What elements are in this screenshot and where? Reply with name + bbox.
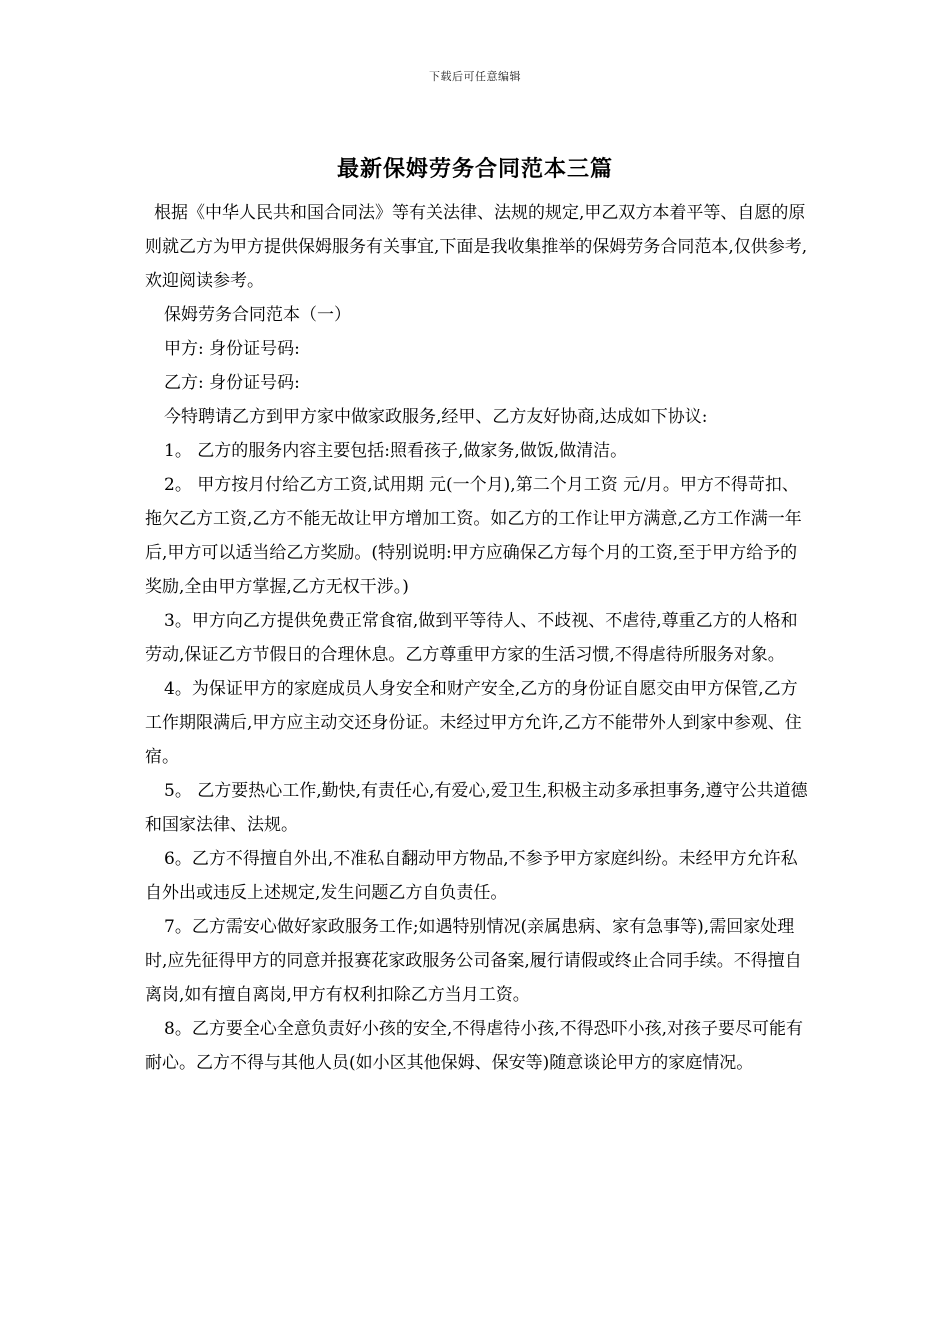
clause-5: 5。 乙方要热心工作,勤快,有责任心,有爱心,爱卫生,积极主动多承担事务,遵守公共道德和国家法律、法规。 bbox=[145, 781, 808, 835]
document-title: 最新保姆劳务合同范本三篇 bbox=[336, 156, 613, 182]
document-body bbox=[145, 196, 810, 1080]
party-b-line: 乙方: 身份证号码: bbox=[164, 373, 300, 393]
clause-4: 4。为保证甲方的家庭成员人身安全和财产安全,乙方的身份证自愿交由甲方保管,乙方工作期限满后,甲方应主动交还身份证。未经过甲方允许,乙方不能带外人到家中参观、住宿。 bbox=[145, 679, 802, 767]
section-heading: 保姆劳务合同范本（一） bbox=[164, 305, 351, 325]
clause-2: 2。 甲方按月付给乙方工资,试用期 元(一个月),第二个月工资 元/月。甲方不得苛扣、拖欠乙方工资,乙方不能无故让甲方增加工资。如乙方的工作让甲方满意,乙方工作满一年后,甲方可以适当给乙方奖励。(特别说明:甲方应确保乙方每个月的工资,至于甲方给予的奖励,全由甲方掌握,乙方无权干涉。) bbox=[145, 475, 802, 597]
clause-8: 8。乙方要全心全意负责好小孩的安全,不得虐待小孩,不得恐吓小孩,对孩子要尽可能有耐心。乙方不得与其他人员(如小区其他保姆、保安等)随意谈论甲方的家庭情况。 bbox=[145, 1019, 804, 1073]
clause-3: 3。甲方向乙方提供免费正常食宿,做到平等待人、不歧视、不虐待,尊重乙方的人格和劳动,保证乙方节假日的合理休息。乙方尊重甲方家的生活习惯,不得虐待所服务对象。 bbox=[145, 611, 798, 665]
clause-7: 7。乙方需安心做好家政服务工作;如遇特别情况(亲属患病、家有急事等),需回家处理时,应先征得甲方的同意并报赛花家政服务公司备案,履行请假或终止合同手续。不得擅自离岗,如有擅自离岗,甲方有权利扣除乙方当月工资。 bbox=[145, 917, 802, 1005]
clause-1: 1。 乙方的服务内容主要包括:照看孩子,做家务,做饭,做清洁。 bbox=[164, 441, 628, 461]
clause-6: 6。乙方不得擅自外出,不准私自翻动甲方物品,不参予甲方家庭纠纷。未经甲方允许私自外出或违反上述规定,发生问题乙方自负责任。 bbox=[145, 849, 798, 903]
preamble-paragraph: 今特聘请乙方到甲方家中做家政服务,经甲、乙方友好协商,达成如下协议: bbox=[164, 407, 708, 427]
party-a-line: 甲方: 身份证号码: bbox=[164, 339, 300, 359]
intro-paragraph: 根据《中华人民共和国合同法》等有关法律、法规的规定,甲乙双方本着平等、自愿的原则就乙方为甲方提供保姆服务有关事宜,下面是我收集推举的保姆劳务合同范本,仅供参考,欢迎阅读参考。 bbox=[145, 203, 808, 291]
header-note: 下载后可任意编辑 bbox=[429, 70, 521, 83]
